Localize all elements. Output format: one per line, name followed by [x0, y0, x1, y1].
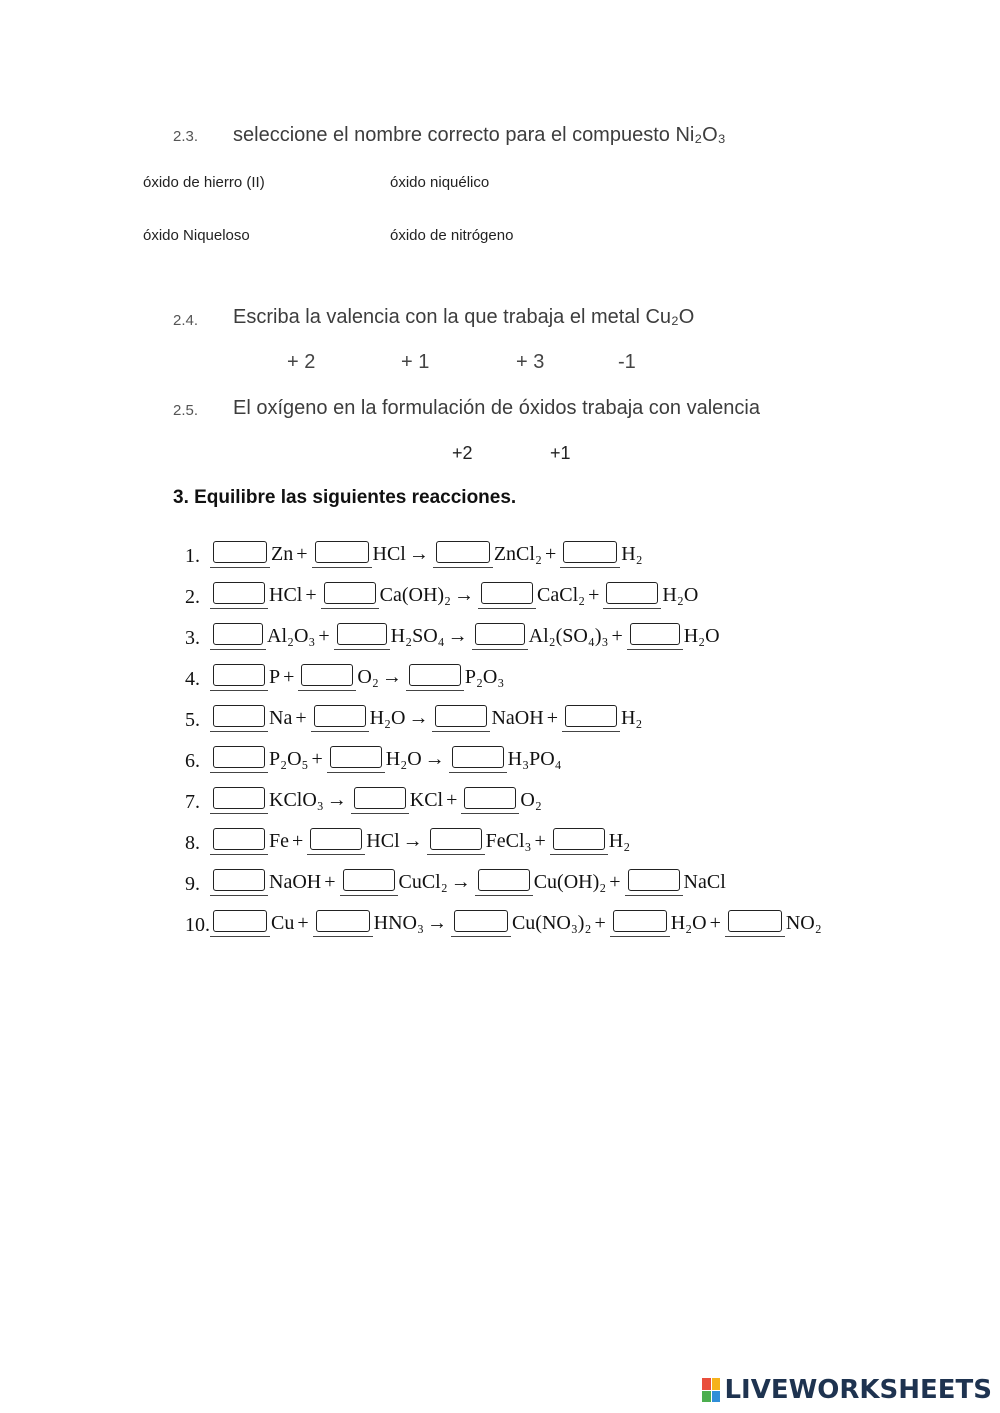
valence-option[interactable]: +2	[452, 443, 473, 463]
plus-sign: +	[709, 912, 721, 934]
equation-row	[185, 864, 726, 896]
coefficient-box[interactable]	[464, 787, 516, 809]
coefficient-input[interactable]	[210, 541, 270, 568]
logo-mark-cell-icon	[712, 1378, 721, 1390]
coefficient-box[interactable]	[213, 541, 267, 563]
coefficient-box[interactable]	[213, 910, 267, 932]
reaction-arrow: →	[408, 707, 429, 729]
coefficient-box[interactable]	[213, 705, 265, 727]
reaction-arrow: →	[424, 748, 445, 770]
plus-sign: +	[318, 625, 330, 647]
section-title: 3. Equilibre las siguientes reacciones.	[173, 487, 517, 508]
question-text: seleccione el nombre correcto para el compuesto Ni₂O₃	[233, 124, 726, 146]
plus-sign: +	[296, 543, 308, 565]
coefficient-box[interactable]	[213, 869, 265, 891]
chemical-formula: Fe	[269, 830, 289, 852]
chemical-formula: Na	[269, 707, 293, 729]
coefficient-box[interactable]	[436, 541, 490, 563]
chemical-formula: H₂O	[683, 625, 720, 647]
chemical-formula: H₂O	[385, 748, 422, 770]
coefficient-box[interactable]	[606, 582, 658, 604]
logo-mark-cell-icon	[702, 1378, 711, 1390]
plus-sign: +	[588, 584, 600, 606]
reaction-arrow: →	[326, 789, 347, 811]
coefficient-input[interactable]	[451, 910, 511, 937]
chemical-formula: Ca(OH)₂	[379, 584, 452, 606]
chemical-formula: O₂	[357, 666, 379, 688]
coefficient-input[interactable]	[210, 664, 268, 691]
coefficient-input[interactable]	[725, 910, 785, 937]
answer-option[interactable]: óxido niquélico	[390, 174, 490, 191]
coefficient-input[interactable]	[313, 910, 373, 937]
reaction-arrow: →	[381, 666, 402, 688]
coefficient-box[interactable]	[343, 869, 395, 891]
coefficient-box[interactable]	[613, 910, 667, 932]
plus-sign: +	[594, 912, 606, 934]
coefficient-input[interactable]	[210, 623, 266, 650]
chemical-formula: HCl	[372, 543, 406, 565]
coefficient-input[interactable]	[560, 541, 620, 568]
coefficient-input[interactable]	[475, 869, 533, 896]
equation-number: 7.	[185, 791, 200, 813]
plus-sign: +	[611, 625, 623, 647]
chemical-formula: NO₂	[785, 912, 822, 934]
coefficient-input[interactable]	[321, 582, 379, 609]
coefficient-box[interactable]	[213, 623, 263, 645]
coefficient-input[interactable]	[432, 705, 490, 732]
equation-number: 4.	[185, 668, 200, 690]
chemical-formula: KClO₃	[269, 789, 324, 811]
coefficient-input[interactable]	[603, 582, 661, 609]
coefficient-box[interactable]	[310, 828, 362, 850]
plus-sign: +	[295, 707, 307, 729]
equation-number: 3.	[185, 627, 200, 649]
coefficient-input[interactable]	[210, 910, 270, 937]
coefficient-input[interactable]	[406, 664, 464, 691]
chemical-formula: Cu(NO₃)₂	[511, 912, 592, 934]
chemical-formula: NaOH	[269, 871, 322, 893]
coefficient-box[interactable]	[454, 910, 508, 932]
coefficient-box[interactable]	[301, 664, 353, 686]
reaction-arrow: →	[402, 830, 423, 852]
coefficient-input[interactable]	[307, 828, 365, 855]
coefficient-input[interactable]	[562, 705, 620, 732]
coefficient-input[interactable]	[210, 582, 268, 609]
equation-number: 6.	[185, 750, 200, 772]
coefficient-input[interactable]	[340, 869, 398, 896]
coefficient-input[interactable]	[627, 623, 683, 650]
equation-row	[185, 823, 630, 855]
coefficient-input[interactable]	[210, 746, 268, 773]
coefficient-input[interactable]	[334, 623, 390, 650]
plus-sign: +	[324, 871, 336, 893]
equation-number: 5.	[185, 709, 200, 731]
coefficient-box[interactable]	[330, 746, 382, 768]
coefficient-input[interactable]	[427, 828, 485, 855]
coefficient-input[interactable]	[210, 869, 268, 896]
valence-option[interactable]: + 2	[287, 351, 316, 373]
coefficient-box[interactable]	[354, 787, 406, 809]
reaction-arrow: →	[426, 912, 447, 934]
coefficient-box[interactable]	[628, 869, 680, 891]
coefficient-box[interactable]	[565, 705, 617, 727]
equation-row	[185, 700, 642, 732]
equation-row	[185, 618, 720, 650]
chemical-formula: CaCl₂	[537, 584, 586, 606]
coefficient-box[interactable]	[314, 705, 366, 727]
valence-option[interactable]: -1	[618, 351, 636, 373]
coefficient-box[interactable]	[337, 623, 387, 645]
plus-sign: +	[446, 789, 458, 811]
chemical-formula: Al₂O₃	[267, 625, 316, 647]
question-number: 2.4.	[173, 312, 199, 329]
coefficient-input[interactable]	[298, 664, 356, 691]
equation-row	[185, 577, 698, 609]
coefficient-box[interactable]	[316, 910, 370, 932]
answer-option[interactable]: óxido de hierro (II)	[143, 174, 265, 191]
chemical-formula: CuCl₂	[398, 871, 448, 893]
chemical-formula: H₂O	[670, 912, 707, 934]
logo-mark-icon	[702, 1378, 720, 1402]
plus-sign: +	[292, 830, 304, 852]
coefficient-box[interactable]	[324, 582, 376, 604]
coefficient-input[interactable]	[210, 787, 268, 814]
coefficient-box[interactable]	[481, 582, 533, 604]
coefficient-input[interactable]	[311, 705, 369, 732]
coefficient-box[interactable]	[213, 746, 265, 768]
coefficient-box[interactable]	[475, 623, 525, 645]
coefficient-box[interactable]	[728, 910, 782, 932]
valence-option[interactable]: + 3	[516, 351, 545, 373]
chemical-formula: H₂O	[662, 584, 699, 606]
valence-option[interactable]: + 1	[401, 351, 430, 373]
question-text: Escriba la valencia con la que trabaja el metal Cu₂O	[233, 306, 695, 328]
plus-sign: +	[297, 912, 309, 934]
coefficient-input[interactable]	[610, 910, 670, 937]
coefficient-box[interactable]	[563, 541, 617, 563]
answer-option[interactable]: óxido de nitrógeno	[390, 227, 514, 244]
logo-mark-cell-icon	[702, 1391, 711, 1403]
equation-row	[185, 782, 542, 814]
plus-sign: +	[534, 830, 546, 852]
equation-row	[185, 659, 504, 691]
chemical-formula: NaCl	[683, 871, 726, 893]
liveworksheets-logo	[702, 1375, 992, 1405]
coefficient-box[interactable]	[409, 664, 461, 686]
chemical-formula: H₂	[621, 543, 643, 565]
chemical-formula: Cu	[271, 912, 295, 934]
equation-number: 8.	[185, 832, 200, 854]
coefficient-input[interactable]	[210, 705, 268, 732]
coefficient-box[interactable]	[430, 828, 482, 850]
coefficient-box[interactable]	[213, 664, 265, 686]
plus-sign: +	[609, 871, 621, 893]
coefficient-input[interactable]	[478, 582, 536, 609]
equation-number: 10.	[185, 914, 210, 936]
coefficient-input[interactable]	[625, 869, 683, 896]
coefficient-box[interactable]	[435, 705, 487, 727]
question-number: 2.5.	[173, 402, 199, 419]
coefficient-box[interactable]	[213, 582, 265, 604]
chemical-formula: HCl	[366, 830, 400, 852]
chemical-formula: H₂SO₄	[390, 625, 445, 647]
coefficient-box[interactable]	[213, 787, 265, 809]
chemical-formula: O₂	[520, 789, 542, 811]
chemical-formula: H₃PO₄	[507, 748, 562, 770]
equation-number: 2.	[185, 586, 200, 608]
coefficient-input[interactable]	[327, 746, 385, 773]
equation-number: 9.	[185, 873, 200, 895]
coefficient-box[interactable]	[315, 541, 369, 563]
chemical-formula: Zn	[271, 543, 294, 565]
chemical-formula: KCl	[409, 789, 444, 811]
equation-row	[185, 536, 643, 568]
logo-mark-cell-icon	[712, 1391, 721, 1403]
coefficient-input[interactable]	[433, 541, 493, 568]
equation-row	[185, 905, 822, 937]
valence-option[interactable]: +1	[550, 443, 571, 463]
chemical-formula: Cu(OH)₂	[533, 871, 607, 893]
coefficient-input[interactable]	[210, 828, 268, 855]
question-text: El oxígeno en la formulación de óxidos trabaja con valencia	[233, 397, 760, 419]
coefficient-input[interactable]	[351, 787, 409, 814]
coefficient-box[interactable]	[630, 623, 680, 645]
coefficient-box[interactable]	[452, 746, 504, 768]
question-number: 2.3.	[173, 128, 199, 145]
answer-option[interactable]: óxido Niqueloso	[143, 227, 250, 244]
coefficient-input[interactable]	[472, 623, 528, 650]
reaction-arrow: →	[447, 625, 468, 647]
coefficient-input[interactable]	[312, 541, 372, 568]
chemical-formula: FeCl₃	[485, 830, 532, 852]
reaction-arrow: →	[450, 871, 471, 893]
coefficient-input[interactable]	[449, 746, 507, 773]
equation-row	[185, 741, 562, 773]
chemical-formula: H₂	[620, 707, 643, 729]
plus-sign: +	[546, 707, 558, 729]
chemical-formula: P₂O₅	[269, 748, 309, 770]
reaction-arrow: →	[454, 584, 475, 606]
chemical-formula: HCl	[269, 584, 303, 606]
chemical-formula: HNO₃	[373, 912, 424, 934]
plus-sign: +	[544, 543, 557, 565]
reaction-arrow: →	[408, 543, 429, 565]
coefficient-input[interactable]	[550, 828, 608, 855]
chemical-formula: ZnCl₂	[493, 543, 542, 565]
chemical-formula: H₂	[608, 830, 631, 852]
chemical-formula: NaOH	[491, 707, 544, 729]
plus-sign: +	[283, 666, 295, 688]
plus-sign: +	[311, 748, 323, 770]
coefficient-box[interactable]	[213, 828, 265, 850]
chemical-formula: H₂O	[369, 707, 406, 729]
chemical-formula: Al₂(SO₄)₃	[528, 625, 609, 647]
chemical-formula: P	[269, 666, 281, 688]
chemical-formula: P₂O₃	[464, 666, 505, 688]
logo-text: LIVEWORKSHEETS	[724, 1375, 992, 1405]
equation-number: 1.	[185, 545, 200, 567]
plus-sign: +	[305, 584, 317, 606]
coefficient-box[interactable]	[553, 828, 605, 850]
coefficient-input[interactable]	[461, 787, 519, 814]
coefficient-box[interactable]	[478, 869, 530, 891]
